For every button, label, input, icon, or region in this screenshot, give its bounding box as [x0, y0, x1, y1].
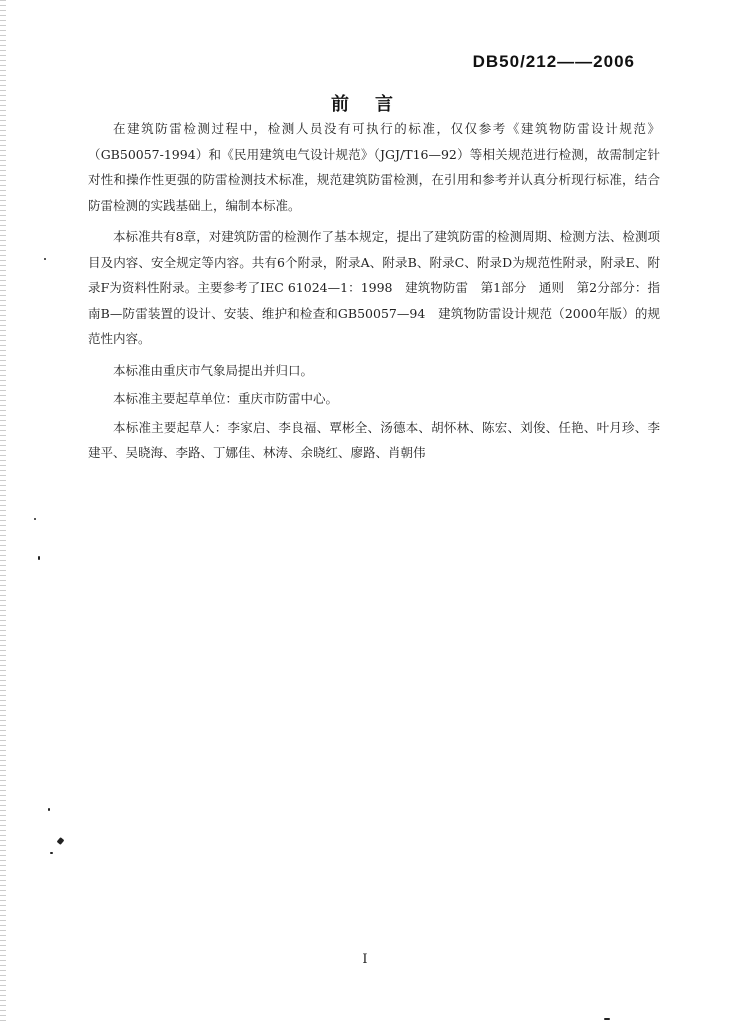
scan-speck — [57, 837, 65, 845]
scan-edge-noise — [0, 0, 6, 1024]
page-title: 前言 — [331, 94, 419, 115]
page-number: I — [362, 952, 368, 967]
scan-speck — [48, 808, 50, 811]
foreword-paragraph-3: 本标准由重庆市气象局提出并归口。 — [113, 362, 314, 378]
scan-speck — [44, 258, 46, 260]
foreword-paragraph-5: 本标准主要起草人：李家启、李良福、覃彬全、汤德本、胡怀林、陈宏、刘俊、任艳、叶月珍、李建平、吴晓海、李路、丁娜佳、林涛、余晓红、廖路、肖朝伟 — [88, 419, 660, 460]
scan-speck — [604, 1018, 610, 1020]
scan-speck — [38, 556, 40, 560]
foreword-paragraph-4: 本标准主要起草单位：重庆市防雷中心。 — [113, 391, 339, 406]
foreword-paragraph-2: 本标准共有8章，对建筑防雷的检测作了基本规定，提出了建筑防雷的检测周期、检测方法、检测项目及内容、安全规定等内容。共有6个附录，附录A、附录B、附录C、附录D为规范性附录，附录E、附录F为资料性附录。主要参考了IEC 61024—1：1998 建筑物防雷 第1部分 通则 第2分部分：指南B—防雷装置的设计、安装、维护和检查和GB50057—94 建筑物防雷设计规范（2000年版）的规范性内容。 — [88, 229, 660, 346]
scan-speck — [34, 518, 36, 520]
standard-code: DB50/212——2006 — [472, 52, 635, 71]
foreword-body — [88, 116, 660, 469]
scan-speck — [50, 852, 53, 854]
foreword-paragraph-1: 在建筑防雷检测过程中，检测人员没有可执行的标准，仅仅参考《建筑物防雷设计规范》（GB50057-1994）和《民用建筑电气设计规范》（JGJ/T16—92）等相关规范进行检测，故需制定针对性和操作性更强的防雷检测技术标准，规范建筑防雷检测，在引用和参考并认真分析现行标准，结合防雷检测的实践基础上，编制本标准。 — [88, 121, 660, 213]
